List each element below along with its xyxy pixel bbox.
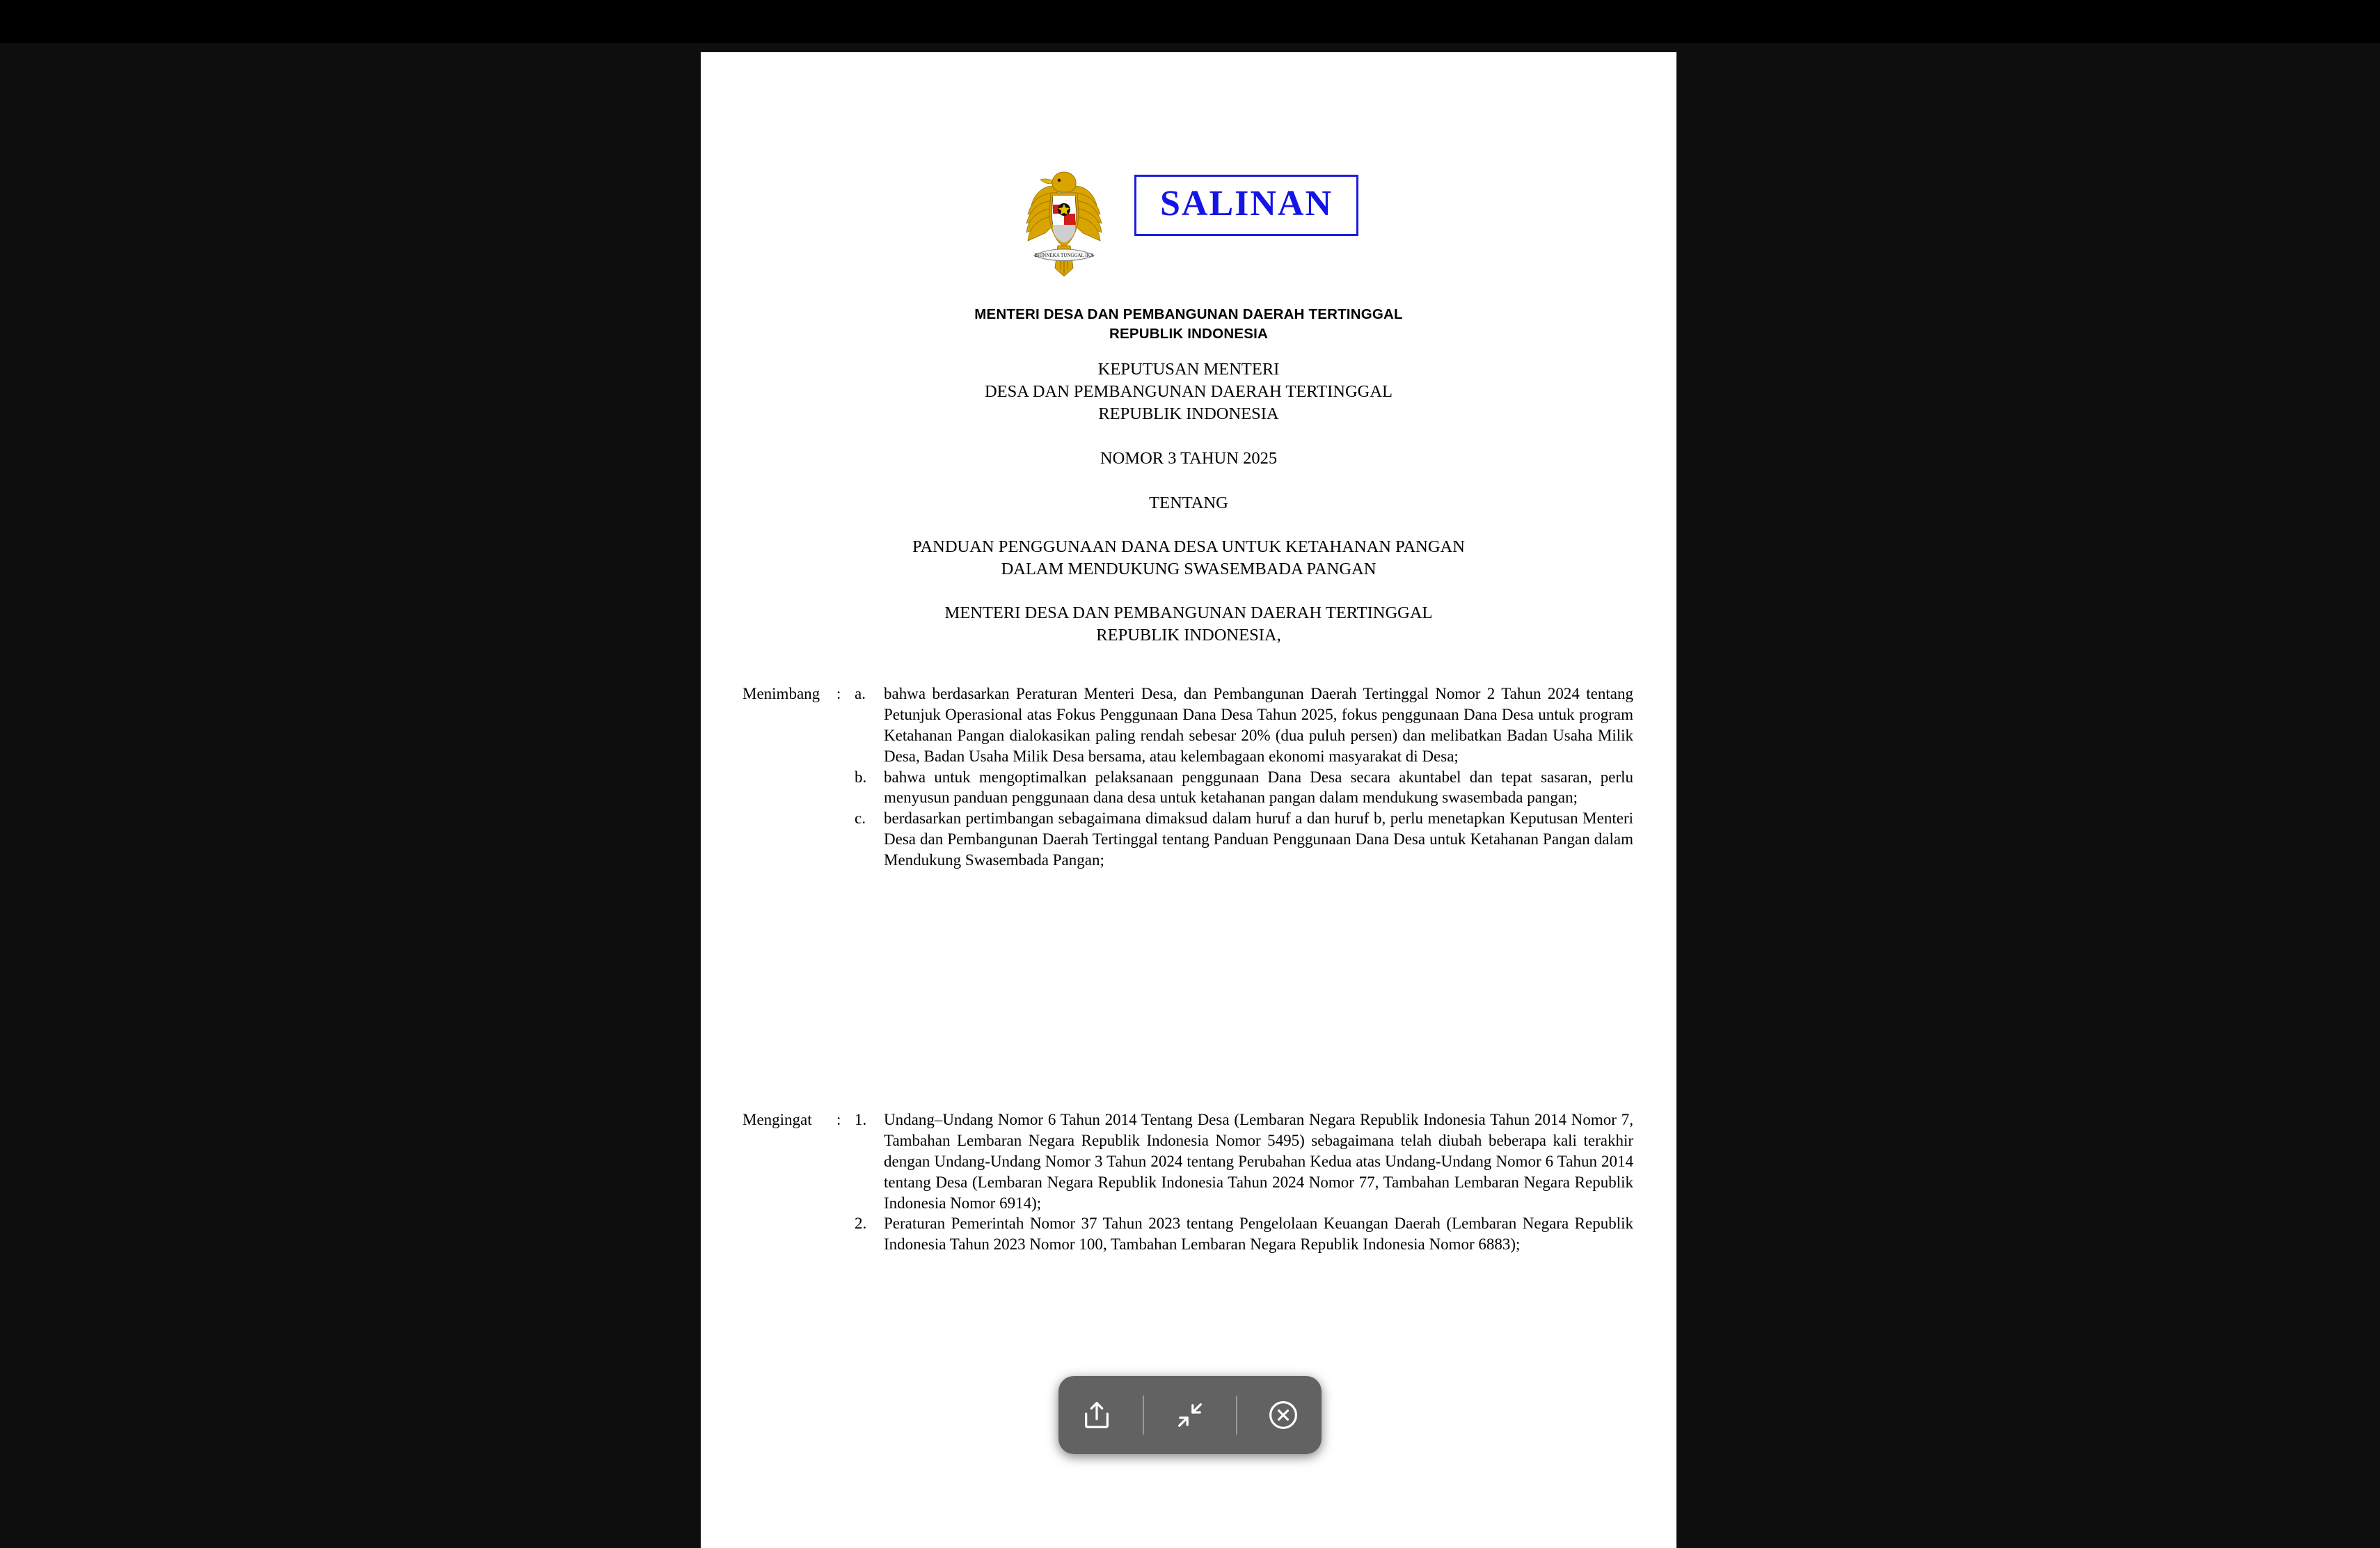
clause-menimbang: [701, 684, 1676, 871]
item-text: bahwa untuk mengoptimalkan pelaksanaan penggunaan Dana Desa secara akuntabel dan tepat sasaran, perlu menyusun panduan penggunaan dana desa untuk ketahanan pangan dalam mendukung swasembada pangan;: [884, 768, 1633, 807]
toolbar-divider: [1236, 1396, 1237, 1435]
item-marker: 1.: [855, 1111, 867, 1128]
decree-subject-2: DALAM MENDUKUNG SWASEMBADA PANGAN: [1001, 560, 1377, 578]
item-marker: c.: [855, 809, 866, 828]
viewer-toolbar[interactable]: [1058, 1376, 1322, 1454]
list-item: [855, 767, 1633, 809]
about-label: TENTANG: [1149, 493, 1228, 512]
toolbar-divider: [1143, 1396, 1144, 1435]
signatory-line-2: REPUBLIK INDONESIA,: [1096, 626, 1281, 645]
decree-title-1: KEPUTUSAN MENTERI: [1097, 360, 1280, 379]
collapse-arrows-icon[interactable]: [1160, 1385, 1220, 1445]
document-header: [701, 164, 1676, 296]
decree-subject-1: PANDUAN PENGGUNAAN DANA DESA UNTUK KETAHANAN PANGAN: [912, 537, 1465, 556]
list-item: [855, 1109, 1633, 1213]
clause-colon-mengingat: :: [836, 1111, 841, 1128]
salinan-stamp: [1134, 175, 1358, 236]
clause-label-menimbang: Menimbang: [743, 685, 820, 702]
item-text: bahwa berdasarkan Peraturan Menteri Desa, dan Pembangunan Daerah Tertinggal Nomor 2 Tahun 2024 tentang Petunjuk Operasional atas Fokus Penggunaan Dana Desa Tahun 2025, fokus penggunaan Dana Desa untuk program Ketahanan Pangan dialokasikan paling rendah sebesar 20% (dua puluh persen) dan melibatkan Badan Usaha Milik Desa, Badan Usaha Milik Desa bersama, atau kelembagaan ekonomi masyarakat di Desa;: [884, 685, 1633, 765]
svg-text:BHINNEKA TUNGGAL IKA: BHINNEKA TUNGGAL IKA: [1034, 253, 1094, 258]
item-marker: b.: [855, 768, 867, 786]
item-text: Undang–Undang Nomor 6 Tahun 2014 Tentang Desa (Lembaran Negara Republik Indonesia Tahun 2014 Nomor 7, Tambahan Lembaran Negara Republik Indonesia Nomor 5495) sebagaimana telah diubah beberapa kali terakhir dengan Undang-Undang Nomor 3 Tahun 2024 tentang Perubahan Kedua atas Undang-Undang Nomor 6 Tahun 2014 tentang Desa (Lembaran Negara Republik Indonesia Tahun 2024 Nomor 77, Tambahan Lembaran Negara Republik Indonesia Nomor 6914);: [884, 1111, 1633, 1212]
item-marker: a.: [855, 685, 866, 702]
item-marker: 2.: [855, 1215, 867, 1233]
list-item: [855, 1213, 1633, 1255]
item-text: berdasarkan pertimbangan sebagaimana dimaksud dalam huruf a dan huruf b, perlu menetapkan Keputusan Menteri Desa dan Pembangunan Daerah Tertinggal tentang Panduan Penggunaan Dana Desa untuk Ketahanan Pangan dalam Mendukung Swasembada Pangan;: [884, 809, 1633, 869]
clause-mengingat: [701, 1109, 1676, 1255]
close-circle-icon[interactable]: [1253, 1385, 1313, 1445]
item-text: Peraturan Pemerintah Nomor 37 Tahun 2023 tentang Pengelolaan Keuangan Daerah (Lembaran Negara Republik Indonesia Tahun 2023 Nomor 100, Tambahan Lembaran Negara Republik Indonesia Nomor 6883);: [884, 1215, 1633, 1254]
list-item: [855, 808, 1633, 871]
decree-title-2: DESA DAN PEMBANGUNAN DAERAH TERTINGGAL: [984, 382, 1393, 401]
garuda-pancasila-icon: [1019, 164, 1109, 290]
clause-colon-menimbang: :: [836, 685, 841, 702]
ministry-line-1: MENTERI DESA DAN PEMBANGUNAN DAERAH TERTINGGAL: [974, 306, 1403, 322]
clause-label-mengingat: Mengingat: [743, 1111, 812, 1128]
ministry-line-2: REPUBLIK INDONESIA: [1109, 326, 1268, 342]
salinan-label: SALINAN: [1159, 184, 1333, 223]
decree-title-3: REPUBLIK INDONESIA: [1098, 404, 1279, 423]
document-page: [701, 52, 1676, 1548]
signatory-line-1: MENTERI DESA DAN PEMBANGUNAN DAERAH TERTINGGAL: [944, 603, 1433, 622]
decree-number: NOMOR 3 TAHUN 2025: [1100, 449, 1278, 468]
list-item: [855, 684, 1633, 767]
share-icon[interactable]: [1067, 1385, 1127, 1445]
